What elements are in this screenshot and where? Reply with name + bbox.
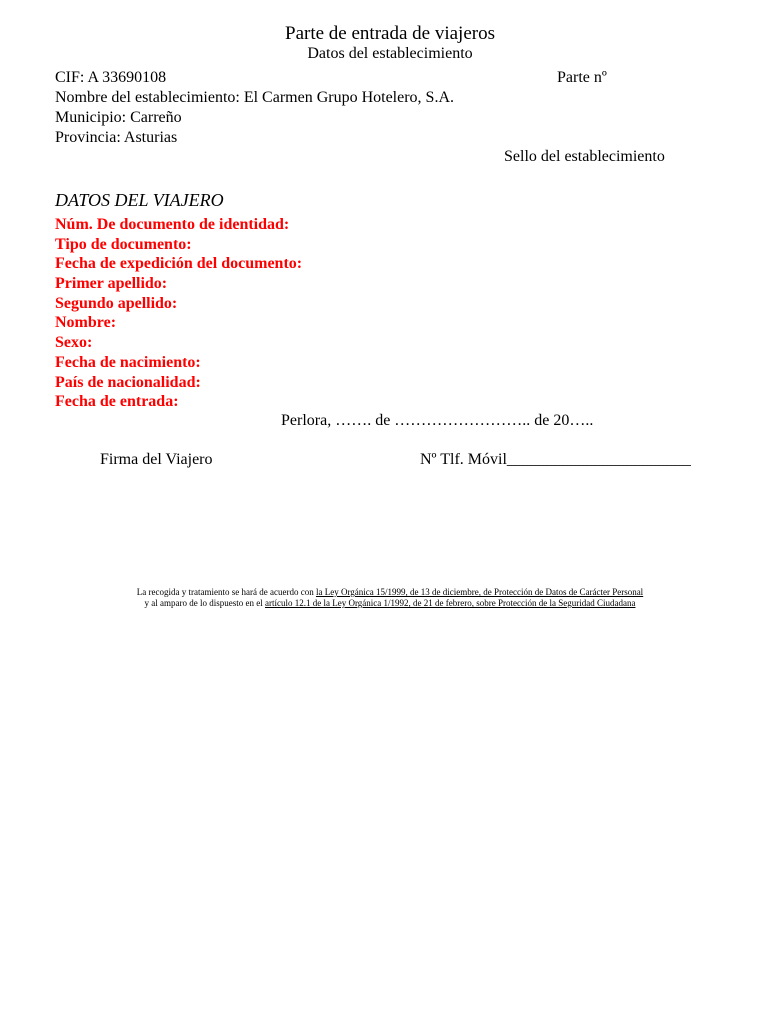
establishment-stamp-label: Sello del establecimiento [504, 148, 665, 165]
traveler-fields-list [55, 215, 302, 412]
field-birth-date: Fecha de nacimiento: [55, 353, 201, 371]
legal-note-line-2 [0, 598, 768, 609]
field-nationality: País de nacionalidad: [55, 373, 201, 391]
field-second-surname: Segundo apellido: [55, 294, 178, 312]
establishment-name-line: Nombre del establecimiento: El Carmen Grupo Hotelero, S.A. [55, 89, 455, 106]
legal-note-2-prefix: y al amparo de lo dispuesto en el [144, 598, 265, 608]
parte-number-label: Parte nº [557, 69, 607, 86]
legal-note-line-1 [0, 587, 768, 598]
page-subtitle: Datos del establecimiento [307, 45, 473, 62]
lopd-law-link[interactable]: la Ley Orgánica 15/1999, de 13 de diciembre, de Protección de Datos de Carácter Personal [315, 587, 644, 597]
province-line: Provincia: Asturias [55, 129, 178, 146]
field-entry-date: Fecha de entrada: [55, 393, 179, 411]
place-date-line: Perlora, ……. de …………………….. de 20….. [281, 412, 594, 429]
field-document-type: Tipo de documento: [55, 235, 192, 253]
mobile-phone-field: Nº Tlf. Móvil_______________________ [420, 451, 691, 468]
field-document-issue-date: Fecha de expedición del documento: [55, 255, 303, 273]
field-name: Nombre: [55, 314, 117, 332]
field-document-number: Núm. De documento de identidad: [55, 216, 290, 233]
legal-note-1-prefix: La recogida y tratamiento se hará de acuerdo con [136, 587, 316, 597]
citizen-security-law-link[interactable]: artículo 12.1 de la Ley Orgánica 1/1992, de 21 de febrero, sobre Protección de la Seguridad Ciudadana [265, 598, 636, 608]
traveler-data-heading: DATOS DEL VIAJERO [55, 190, 224, 210]
municipality-line: Municipio: Carreño [55, 109, 182, 126]
field-sex: Sexo: [55, 334, 93, 352]
cif-line: CIF: A 33690108 [55, 69, 167, 86]
traveler-signature-label: Firma del Viajero [100, 451, 213, 468]
field-first-surname: Primer apellido: [55, 275, 168, 293]
page-title: Parte de entrada de viajeros [285, 23, 495, 44]
